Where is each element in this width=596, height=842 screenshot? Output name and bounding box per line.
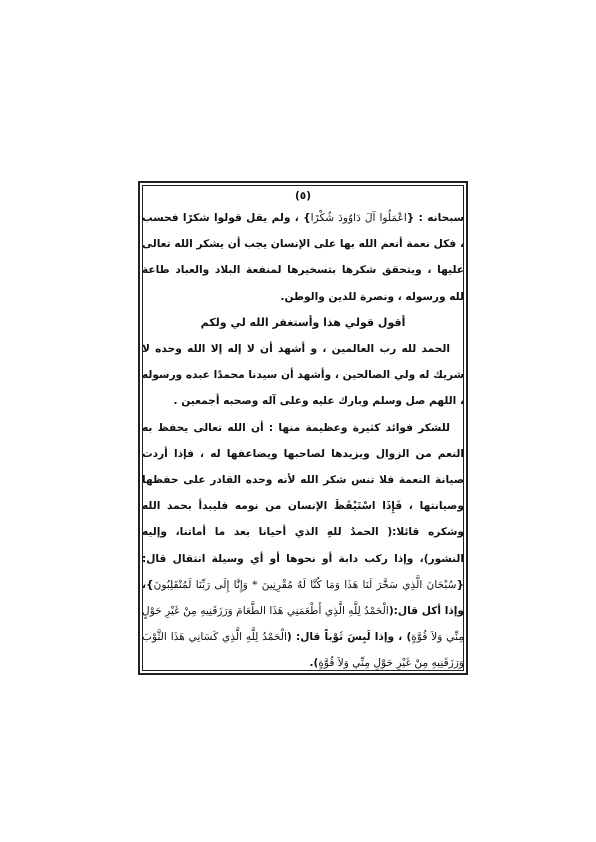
paragraph-3-part-4: ).	[309, 657, 319, 670]
paragraph-3-part-3: ) ، وإذا لَبِسَ ثَوْباً قال: (	[286, 631, 412, 644]
paragraph-3-part-2: }، وإذا أكل قال:(	[142, 578, 465, 618]
quran-verse-2: سُبْحَانَ الَّذِي سَخَّرَ لَنَا هَذَا وَمَا كُنَّا لَهُ مُقْرِنِينَ * وَإِنَّا إِلَى رَبِّنَا لَمُنْقَلِبُونَ	[153, 578, 457, 591]
page-number: (٥)	[294, 190, 312, 202]
paragraph-3	[142, 415, 464, 677]
hadith-clothing: الْحَمْدُ لِلَّهِ الَّذِي كَسَانِي هَذَا الثَّوْبَ وَرَزَقَنِيهِ مِنْ غَيْرِ حَوْلٍ مِنِّي وَلاَ قُوَّةٍ	[142, 631, 464, 670]
paragraph-1-tail: } ، ولم يقل قولوا شكرًا فحسب ، فكل نعمة أنعم الله بها على الإنسان يجب أن يشكر الله تعالى عليها ، ويتحقق شكرها بتسخيرها لمنفعة البلاد والعباد طاعة لله ورسوله ، ونصرة للدين والوطن.	[142, 212, 464, 303]
section-heading: أقول قولي هذا وأستغفر الله لي ولكم	[200, 315, 406, 329]
hadith-food: الْحَمْدُ لِلَّهِ الَّذِي أَطْعَمَنِي هَذَا الطَّعَامَ وَرَزَقَنِيهِ مِنْ غَيْرِ حَوْلٍ مِنِّي وَلاَ قُوَّةٍ	[142, 605, 464, 644]
paragraph-3-part-1: للشكر فوائد كثيرة وعظيمة منها : أن الله تعالى يحفظ به النعم من الزوال ويزيدها لصاحبها ويضاعفها له ، فإذا أردت صيانة النعمة فلا تنس شكر الله لأنه وحده القادر على حفظها وصيانتها ، فَإِذَا اسْتَيْقَظَ الإنسان من نومه فليبدأ بحمد الله وشكره قائلا:( الحمدُ للهِ الذي أحيانا بعد ما أماتنا، وإليه النشور)، وإذا ركب دابة أو نحوها أو أي وسيلة انتقال قال:{	[142, 421, 464, 591]
paragraph-1-lead: سبحانه : {	[406, 212, 464, 224]
quran-verse-1: اعْمَلُوا آلَ دَاوُودَ شُكْرًا	[310, 212, 407, 224]
paragraph-2: الحمد لله رب العالمين ، و أشهد أن لا إله إلا الله وحده لا شريك له ولي الصالحين ، وأشهد أن سيدنا محمدًا عبده ورسوله ، اللهم صل وسلم وبارك عليه وعلى آله وصحبه أجمعين .	[142, 343, 464, 408]
paragraph-1	[142, 205, 464, 310]
page-content	[142, 187, 464, 677]
